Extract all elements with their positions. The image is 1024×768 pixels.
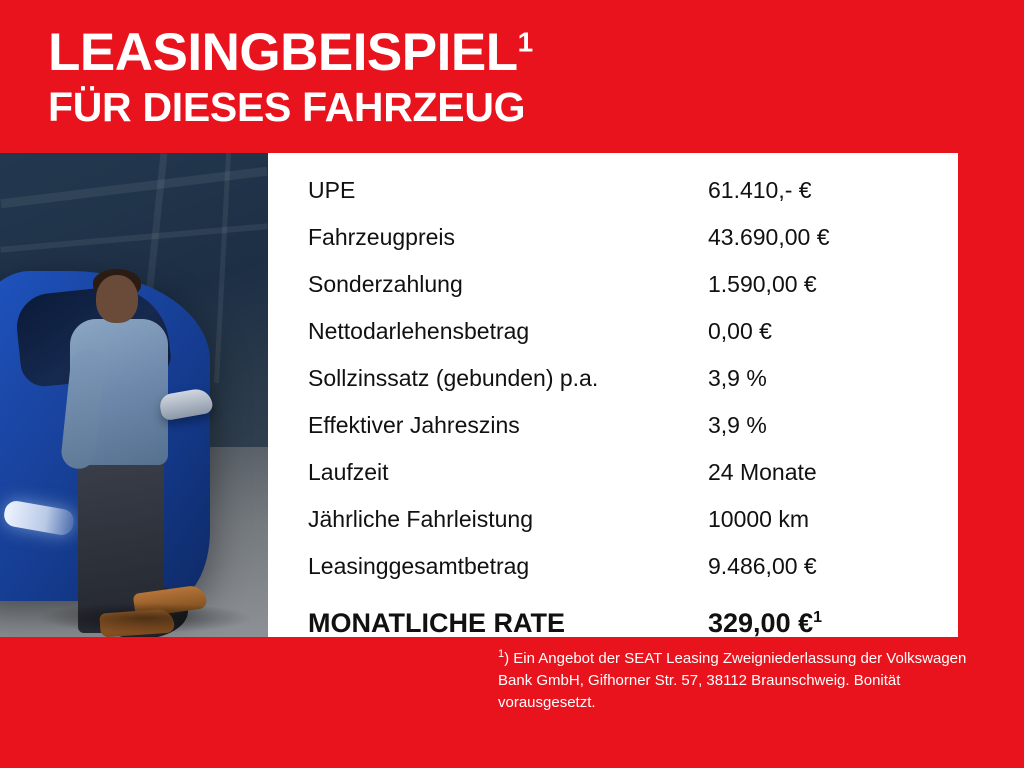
headline-footnote-marker: 1 (517, 26, 533, 58)
row-value: 3,9 % (708, 412, 767, 438)
row-label: Jährliche Fahrleistung (308, 506, 534, 532)
headline-line-1 (48, 23, 533, 82)
total-label: MONATLICHE RATE (308, 608, 565, 638)
footnote-text: ) Ein Angebot der SEAT Leasing Zweigniederlassung der Volkswagen Bank GmbH, Gifhorner Str. 57, 38112 Braunschweig. Bonität vorausgesetzt. (498, 650, 967, 711)
row-label: Nettodarlehensbetrag (308, 318, 530, 344)
row-label: Sonderzahlung (308, 271, 463, 297)
total-footnote-marker: 1 (813, 609, 823, 626)
table-row (308, 355, 918, 402)
leasing-table-area (268, 153, 958, 637)
table-row (308, 543, 918, 590)
headline-line-1-text: LEASINGBEISPIEL (48, 23, 518, 82)
row-label: Effektiver Jahreszins (308, 412, 520, 438)
row-label: Fahrzeugpreis (308, 224, 456, 250)
row-label: Sollzinssatz (gebunden) p.a. (308, 365, 599, 391)
row-value: 0,00 € (708, 318, 772, 344)
row-label: Leasinggesamtbetrag (308, 553, 530, 579)
table-row (308, 496, 918, 543)
table-row (308, 261, 918, 308)
table-row (308, 308, 918, 355)
table-row (308, 214, 918, 261)
row-value: 3,9 % (708, 365, 767, 391)
row-label: Laufzeit (308, 459, 389, 485)
row-value: 43.690,00 € (708, 224, 830, 250)
row-value: 24 Monate (708, 459, 817, 485)
table-row-total (308, 590, 918, 649)
total-value (708, 590, 918, 649)
table-row (308, 449, 918, 496)
row-label: UPE (308, 177, 356, 203)
photo-shadow (40, 603, 250, 633)
leasing-table (308, 167, 918, 649)
page-title (48, 23, 533, 130)
table-row (308, 402, 918, 449)
person-head (96, 275, 138, 323)
vehicle-photo (0, 153, 268, 637)
footnote-marker: 1 (498, 648, 505, 660)
total-value-text: 329,00 € (708, 608, 814, 638)
row-value: 61.410,- € (708, 177, 812, 203)
row-value: 10000 km (708, 506, 810, 532)
headline-line-2: FÜR DIESES FAHRZEUG (48, 84, 526, 130)
row-value: 9.486,00 € (708, 553, 817, 579)
row-value: 1.590,00 € (708, 271, 817, 297)
footnote (498, 648, 968, 713)
table-row (308, 167, 918, 214)
content-band (0, 153, 958, 637)
